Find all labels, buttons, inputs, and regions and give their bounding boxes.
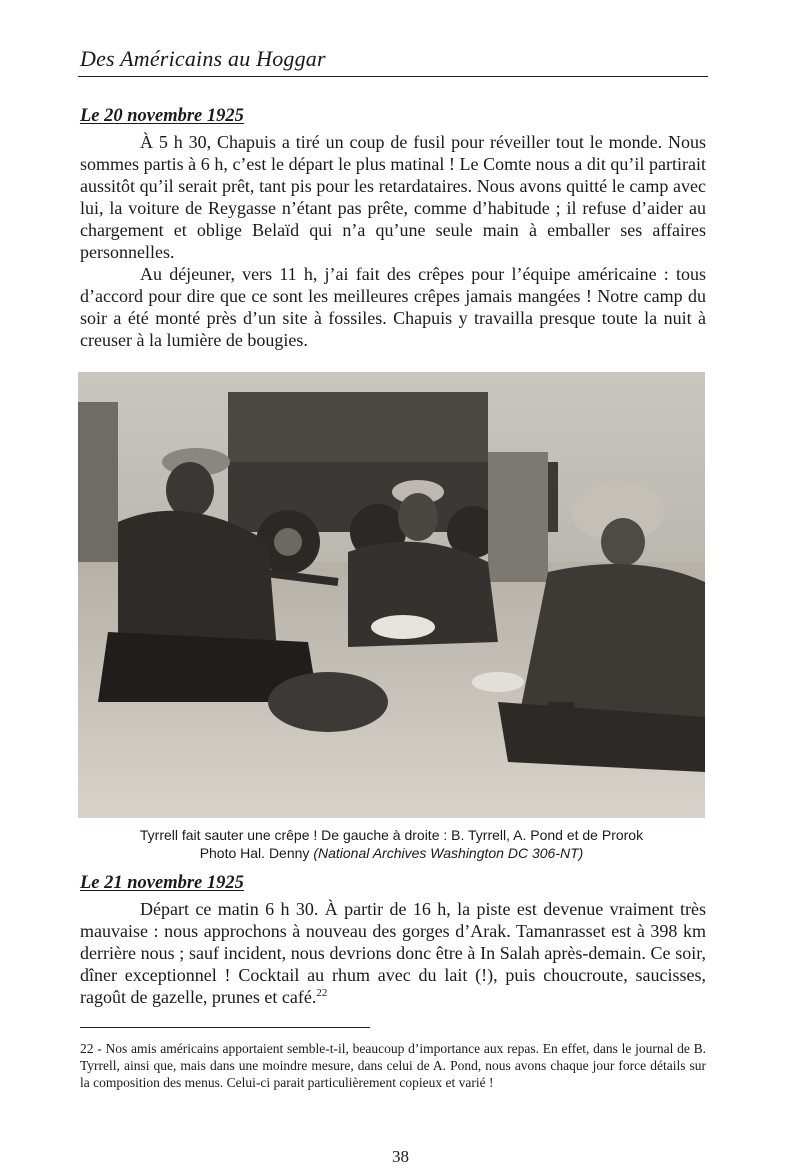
footnote-number: 22 <box>80 1041 94 1056</box>
entry-21-nov-body <box>80 898 706 1008</box>
caption-line-1: Tyrrell fait sauter une crêpe ! De gauche à droite : B. Tyrrell, A. Pond et de Prorok <box>139 827 644 843</box>
archival-photo <box>78 372 705 818</box>
footnote-rule <box>80 1027 370 1028</box>
footnote-reference[interactable]: 22 <box>316 987 328 999</box>
caption-credit: Photo Hal. Denny <box>199 845 314 861</box>
entry-20-nov-paragraph-1: À 5 h 30, Chapuis a tiré un coup de fusil pour réveiller tout le monde. Nous sommes partis à 6 h, c’est le départ le plus matinal ! Le Comte nous a dit qu’il partirait aussitôt qu’il serait prêt, tant pis pour les retardataires. Nous avons quitté le camp avec lui, la voiture de Reygasse n’étant pas prête, comme d’habitude ; il refuse d’aider au chargement et oblige Belaïd qui n’a qu’une seule main à emballer ses affaires personnelles. <box>80 132 706 262</box>
footnote-22 <box>80 1040 706 1091</box>
caption-line-2 <box>78 844 705 862</box>
page-number: 38 <box>392 1147 409 1166</box>
caption-source: (National Archives Washington DC 306-NT) <box>313 845 584 861</box>
photo-illustration <box>78 372 705 818</box>
header-rule <box>78 76 708 77</box>
entry-date-21-nov: Le 21 novembre 1925 <box>80 873 244 893</box>
entry-21-nov-text: Départ ce matin 6 h 30. À partir de 16 h, la piste est devenue vraiment très mauvaise : nous approchons à nouveau des gorges d’Arak. Tamanrasset est à 398 km derrière nous ; sauf incident, nous devrions donc être à In Salah après-demain. Ce soir, dîner exceptionnel ! Cocktail au rhum avec du lait (!), puis choucroute, saucisses, ragoût de gazelle, prunes et café. <box>80 899 706 1007</box>
photo-caption <box>78 826 705 862</box>
entry-20-nov-body <box>80 131 706 351</box>
footnote-text: - Nos amis américains apportaient semble-t-il, beaucoup d’importance aux repas. En effet, dans le journal de B. Tyrrell, ainsi que, mais dans une moindre mesure, dans celui de A. Pond, nous avons chaque jour force détails sur la composition des menus. Celui-ci parait particulièrement copieux et varié ! <box>80 1041 706 1090</box>
entry-date-20-nov: Le 20 novembre 1925 <box>80 106 244 126</box>
entry-20-nov-paragraph-2: Au déjeuner, vers 11 h, j’ai fait des crêpes pour l’équipe américaine : tous d’accord pour dire que ce sont les meilleures crêpes jamais mangées ! Notre camp du soir a été monté près d’un site à fossiles. Chapuis y travailla presque toute la nuit à creuser à la lumière de bougies. <box>80 264 706 350</box>
entry-21-nov-paragraph-1 <box>80 898 706 1008</box>
running-head: Des Américains au Hoggar <box>80 46 326 71</box>
